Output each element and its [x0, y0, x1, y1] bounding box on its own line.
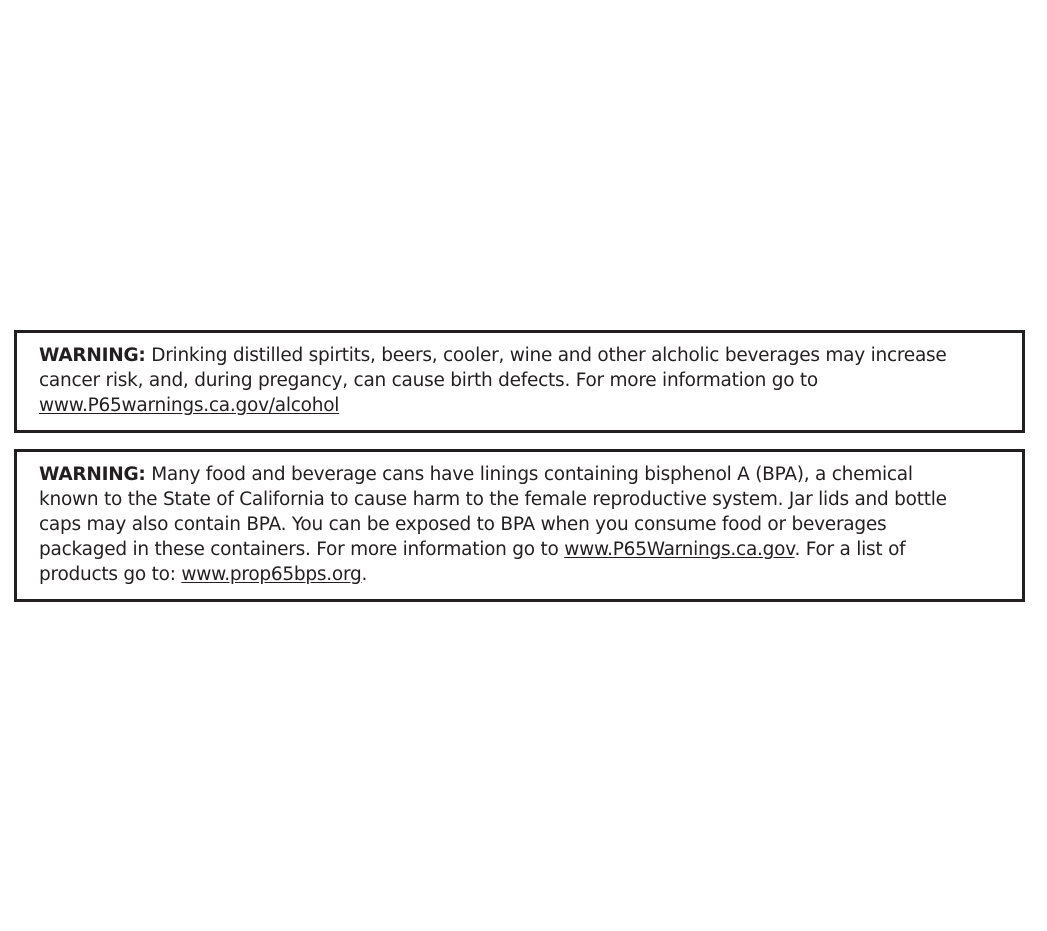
alcohol-warning-line-3	[39, 393, 1002, 418]
bpa-warning-line-1	[39, 462, 1002, 487]
bpa-warning-text-4: packaged in these containers. For more information go to	[39, 539, 565, 560]
alcohol-warning-box	[14, 330, 1025, 433]
bpa-warning-line-5	[39, 562, 1002, 587]
bpa-warning-label: WARNING:	[39, 464, 146, 485]
bpa-warning-text-2: known to the State of California to cause harm to the female reproductive system. Jar lids and bottle	[39, 489, 947, 510]
alcohol-info-link[interactable]: www.P65warnings.ca.gov/alcohol	[39, 395, 340, 416]
bpa-warning-line-4	[39, 537, 1002, 562]
alcohol-warning-line-1	[39, 343, 1002, 368]
bpa-warning-text-3: caps may also contain BPA. You can be exposed to BPA when you consume food or beverages	[39, 514, 887, 535]
alcohol-warning-label: WARNING:	[39, 345, 146, 366]
bpa-warning-box	[14, 449, 1025, 602]
bpa-warning-text-1: Many food and beverage cans have linings containing bisphenol A (BPA), a chemical	[145, 464, 913, 485]
bpa-warning-text-5: products go to:	[39, 564, 182, 585]
alcohol-warning-text-1: Drinking distilled spirtits, beers, cooler, wine and other alcholic beverages may increase	[145, 345, 947, 366]
prop65bps-link[interactable]: www.prop65bps.org	[181, 564, 362, 585]
bpa-warning-text-4-suffix: . For a list of	[794, 539, 906, 560]
alcohol-warning-text-2: cancer risk, and, during pregancy, can cause birth defects. For more information go to	[39, 370, 818, 391]
bpa-warning-text-5-suffix: .	[361, 564, 368, 585]
p65-warnings-link[interactable]: www.P65Warnings.ca.gov	[564, 539, 795, 560]
